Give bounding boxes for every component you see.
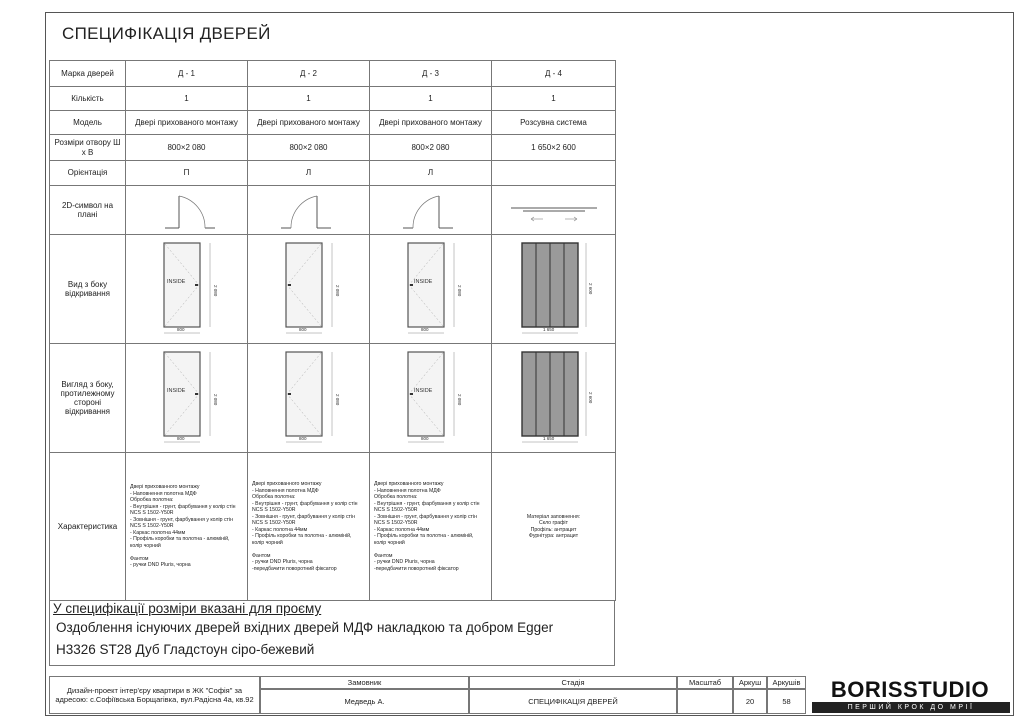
sheets-label: Аркушів	[767, 676, 806, 689]
door-elevation-cell	[492, 235, 616, 344]
inside-label: INSIDE	[413, 279, 432, 285]
width-dim: 800	[420, 436, 429, 441]
note-dimensions: У специфікації розміри вказані для проєму	[53, 601, 322, 616]
brand-tagline: ПЕРШИЙ КРОК ДО МРІЇ	[812, 702, 1010, 713]
height-dim: 2 080	[212, 285, 218, 297]
row-view-opposite	[50, 344, 616, 453]
page-title: СПЕЦИФІКАЦІЯ ДВЕРЕЙ	[62, 24, 271, 43]
height-dim: 2 600	[587, 392, 593, 404]
door-elevation	[152, 346, 222, 450]
door-description: Матеріал заповнення: Скло графіт Профіль: антрацит Фурнітура: антрацит	[492, 453, 616, 601]
door-elevation-cell	[248, 235, 370, 344]
door-size: 800×2 080	[126, 135, 248, 161]
row-specs	[50, 453, 616, 601]
plan-symbol-cell	[248, 186, 370, 235]
brand-name: BORISSTUDIO	[830, 677, 990, 702]
door-elevation-cell	[492, 344, 616, 453]
project-description: Дизайн-проект інтер'єру квартири в ЖК "Софія" за адресою: с.Софіївська Борщагівка, вул.Радісна 4а, кв.92	[49, 676, 260, 714]
door-count: 1	[248, 87, 370, 111]
inside-label: INSIDE	[166, 279, 185, 285]
row-label-orientation: Орієнтація	[50, 161, 126, 186]
plan-symbol-cell	[492, 186, 616, 235]
door-description: Двері прихованного монтажу - Наповнення полотна МДФ Обробка полотна: - Внутрішня - грунт, фарбування у колір стін NCS S 1502-Y50R - Зовнішня - грунт, фарбування у колір стін NCS S 1502-Y50R - Каркас полотна 44мм - Профіль коробки та полотна - алюміній, колір чорний Фантом - ручки DND Pluris, чорна	[126, 453, 248, 601]
door-elevation	[396, 237, 466, 341]
sliding-door-symbol	[509, 195, 599, 225]
door-model: Двері прихованого монтажу	[370, 111, 492, 135]
note-finish-line2: H3326 ST28 Дуб Гладстоун сіро-бежевий	[56, 642, 315, 657]
door-swing-left-symbol	[279, 190, 339, 230]
door-swing-left-symbol	[401, 190, 461, 230]
row-size	[50, 135, 616, 161]
door-count: 1	[370, 87, 492, 111]
sliding-door-elevation	[514, 237, 594, 341]
door-mark: Д - 1	[126, 61, 248, 87]
row-label-mark: Марка дверей	[50, 61, 126, 87]
height-dim: 2 080	[456, 285, 462, 297]
door-model: Розсувна система	[492, 111, 616, 135]
door-count: 1	[126, 87, 248, 111]
inside-label: INSIDE	[166, 388, 185, 394]
row-mark	[50, 61, 616, 87]
sheet-number: 20	[733, 689, 767, 714]
door-mark: Д - 4	[492, 61, 616, 87]
sheets-total: 58	[767, 689, 806, 714]
row-plan-symbol	[50, 186, 616, 235]
door-size: 800×2 080	[370, 135, 492, 161]
inside-label: INSIDE	[413, 388, 432, 394]
stage-value: СПЕЦИФІКАЦІЯ ДВЕРЕЙ	[469, 689, 677, 714]
door-mark: Д - 3	[370, 61, 492, 87]
door-description: Двері прихованного монтажу - Наповнення полотна МДФ Обробка полотна: - Внутрішня - грунт, фарбування у колір стін NCS S 1502-Y50R - Зовнішня - грунт, фарбування у колір стін NCS S 1502-Y50R - Каркас полотна 44мм - Профіль коробки та полотна - алюміній, колір чорний Фантом - ручки DND Pluris, чорна -передбачити поворотний фіксатор	[370, 453, 492, 601]
height-dim: 2 080	[334, 394, 340, 406]
door-orientation: П	[126, 161, 248, 186]
width-dim: 1 650	[542, 436, 554, 441]
door-elevation-cell	[126, 344, 248, 453]
row-label-symbol: 2D-символ на плані	[50, 186, 126, 235]
door-elevation-cell	[370, 344, 492, 453]
door-elevation	[152, 237, 222, 341]
row-label-view-open: Вид з боку відкривання	[50, 235, 126, 344]
height-dim: 2 080	[456, 394, 462, 406]
notes-block	[49, 601, 615, 666]
width-dim: 1 650	[542, 327, 554, 332]
door-size: 800×2 080	[248, 135, 370, 161]
row-label-view-opposite: Вигляд з боку, протилежному стороні відкривання	[50, 344, 126, 453]
row-count	[50, 87, 616, 111]
door-elevation	[396, 346, 466, 450]
studio-logo	[808, 678, 1012, 714]
row-label-size: Розміри отвору Ш x В	[50, 135, 126, 161]
door-elevation-cell	[248, 344, 370, 453]
door-elevation	[274, 237, 344, 341]
door-spec-table	[49, 60, 616, 601]
width-dim: 800	[176, 327, 185, 332]
height-dim: 2 080	[212, 394, 218, 406]
row-orientation	[50, 161, 616, 186]
height-dim: 2 080	[334, 285, 340, 297]
door-orientation: Л	[370, 161, 492, 186]
door-elevation	[274, 346, 344, 450]
door-elevation-cell	[370, 235, 492, 344]
height-dim: 2 600	[587, 283, 593, 295]
note-finish-line1: Оздоблення існуючих дверей вхідних дверей МДФ накладкою та добром Egger	[56, 620, 554, 635]
door-count: 1	[492, 87, 616, 111]
door-swing-right-symbol	[157, 190, 217, 230]
door-spec-table-wrap	[49, 60, 615, 601]
door-model: Двері прихованого монтажу	[126, 111, 248, 135]
plan-symbol-cell	[126, 186, 248, 235]
row-model	[50, 111, 616, 135]
row-label-specs: Характеристика	[50, 453, 126, 601]
door-description: Двері прихованного монтажу - Наповнення полотна МДФ Обробка полотна: - Внутрішня - грунт, фарбування у колір стін NCS S 1502-Y50R - Зовнішня - грунт, фарбування у колір стін NCS S 1502-Y50R - Каркас полотна 44мм - Профіль коробки та полотна - алюміній, колір чорний Фантом - ручки DND Pluris, чорна -передбачити поворотний фіксатор	[248, 453, 370, 601]
sheet-label: Аркуш	[733, 676, 767, 689]
door-size: 1 650×2 600	[492, 135, 616, 161]
door-orientation	[492, 161, 616, 186]
row-view-open	[50, 235, 616, 344]
width-dim: 800	[298, 327, 307, 332]
row-label-count: Кількість	[50, 87, 126, 111]
width-dim: 800	[176, 436, 185, 441]
width-dim: 800	[298, 436, 307, 441]
sliding-door-elevation	[514, 346, 594, 450]
scale-value	[677, 689, 733, 714]
plan-symbol-cell	[370, 186, 492, 235]
client-label: Замовник	[260, 676, 469, 689]
door-orientation: Л	[248, 161, 370, 186]
client-value: Медведь А.	[260, 689, 469, 714]
stage-label: Стадія	[469, 676, 677, 689]
door-mark: Д - 2	[248, 61, 370, 87]
door-model: Двері прихованого монтажу	[248, 111, 370, 135]
scale-label: Масштаб	[677, 676, 733, 689]
width-dim: 800	[420, 327, 429, 332]
door-elevation-cell	[126, 235, 248, 344]
row-label-model: Модель	[50, 111, 126, 135]
